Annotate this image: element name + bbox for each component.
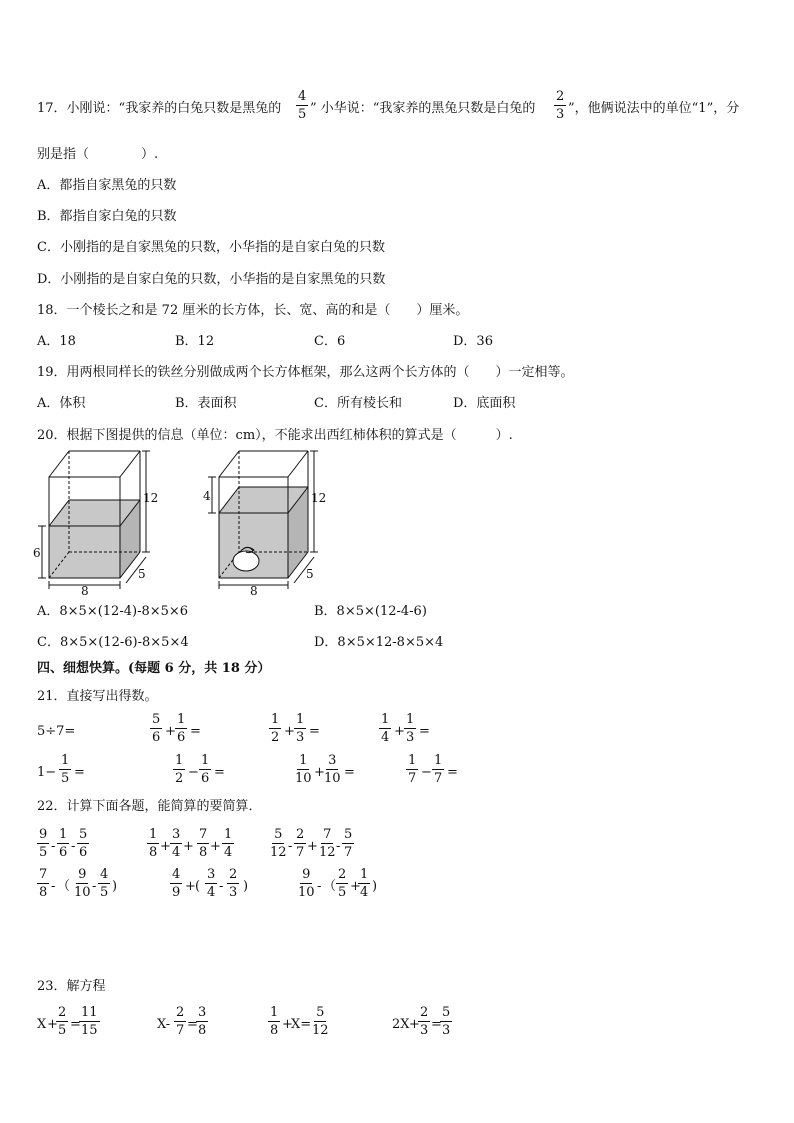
q18-option-d: D．36 (453, 334, 493, 349)
fraction (205, 868, 217, 899)
fig2-length-label: 8 (250, 584, 258, 598)
box-figure-1 (33, 451, 158, 598)
fraction (358, 868, 370, 899)
equation-prefix: X- (157, 1017, 171, 1032)
numerator: 4 (172, 867, 181, 882)
denominator: 6 (59, 845, 68, 860)
left-paren: ( (195, 879, 201, 894)
fraction (294, 828, 306, 859)
numerator: 1 (408, 753, 417, 768)
fraction (37, 828, 49, 859)
fraction (322, 754, 343, 785)
fraction (199, 754, 211, 785)
minus-sign: - (92, 879, 97, 894)
numerator: 1 (296, 712, 305, 727)
fraction (222, 828, 234, 859)
minus-sign: - (219, 879, 224, 894)
fraction (98, 868, 110, 899)
fraction (404, 713, 416, 744)
right-paren: ) (372, 879, 378, 894)
numerator: 2 (556, 89, 565, 104)
minus-sign: - (51, 879, 56, 894)
q17-option-c: C．小刚指的是自家黑兔的只数，小华指的是自家白兔的只数 (37, 240, 385, 255)
denominator: 6 (152, 730, 161, 745)
denominator: 5 (61, 771, 70, 786)
fraction (174, 1006, 186, 1037)
fraction (293, 754, 314, 785)
fig1-height-label: 12 (143, 491, 159, 505)
q17-option-d: D．小刚指的是自家白兔的只数，小华指的是自家黑兔的只数 (37, 272, 386, 287)
minus-sign: − (421, 765, 432, 780)
denominator: 12 (319, 845, 336, 860)
plus-sign: + (160, 839, 171, 854)
q20-option-d: D．8×5×12-8×5×4 (314, 635, 444, 650)
denominator: 5 (100, 885, 109, 900)
denominator: 4 (207, 885, 216, 900)
denominator: 6 (177, 730, 186, 745)
q22-stem: 22．计算下面各题，能简算的要简算． (37, 799, 262, 814)
denominator: 7 (296, 845, 305, 860)
variable-2x: 2X (392, 1017, 410, 1032)
fraction (406, 754, 418, 785)
q19-stem: 19．用两根同样长的铁丝分别做成两个长方体框架，那么这两个长方体的（ ）一定相等。 (37, 365, 574, 380)
denominator: 4 (224, 845, 233, 860)
plus-sign: + (185, 879, 196, 894)
left-paren: （ (323, 879, 337, 894)
denominator: 7 (176, 1023, 185, 1038)
fraction (432, 754, 444, 785)
numerator: 2 (338, 867, 347, 882)
fig1-water-label: 6 (33, 546, 41, 560)
denominator: 3 (442, 1023, 451, 1038)
fraction (296, 868, 317, 899)
numerator: 3 (207, 867, 216, 882)
equals-sign: = (190, 724, 201, 739)
q17-part2: ” 小华说：“我家养的黑兔只数是白兔的 (310, 101, 536, 116)
numerator: 7 (199, 827, 208, 842)
minus-sign: - (71, 839, 76, 854)
fraction (175, 713, 187, 744)
fraction (196, 1006, 208, 1037)
fig1-depth-label: 5 (138, 567, 146, 581)
denominator: 3 (420, 1023, 429, 1038)
plus-sign: + (210, 839, 221, 854)
q20-option-c: C．8×5×(12-6)-8×5×4 (37, 635, 189, 650)
fraction (170, 868, 182, 899)
numerator: 1 (406, 712, 415, 727)
numerator: 9 (78, 867, 87, 882)
equals-sign: = (187, 1017, 198, 1032)
plus-sign: + (284, 724, 295, 739)
q21-stem: 21．直接写出得数。 (37, 689, 158, 704)
variable-x: X (37, 1017, 47, 1032)
numerator: 2 (58, 1005, 67, 1020)
fraction (173, 754, 185, 785)
plus-sign: + (282, 1017, 293, 1032)
plus-sign: + (165, 724, 176, 739)
denominator: 10 (295, 771, 312, 786)
numerator: 2 (229, 867, 238, 882)
numerator: 1 (270, 1005, 279, 1020)
plus-sign: + (350, 879, 361, 894)
denominator: 7 (434, 771, 443, 786)
fraction (268, 828, 289, 859)
denominator: 8 (270, 1023, 279, 1038)
denominator: 4 (381, 730, 390, 745)
fraction (310, 1006, 331, 1037)
denominator: 5 (58, 1023, 67, 1038)
denominator: 8 (149, 845, 158, 860)
fraction (37, 868, 49, 899)
equals-sign: = (309, 724, 320, 739)
denominator: 12 (312, 1023, 329, 1038)
denominator: 8 (39, 885, 48, 900)
minus-sign: − (188, 765, 199, 780)
fig2-top-label: 4 (203, 489, 211, 503)
fraction (147, 828, 159, 859)
q19-option-c: C．所有棱长和 (314, 396, 402, 411)
denominator: 8 (199, 845, 208, 860)
box-figure-2 (203, 451, 326, 598)
q19-option-a: A．体积 (37, 396, 86, 411)
numerator: 5 (152, 712, 161, 727)
denominator: 2 (175, 771, 184, 786)
plus-sign: + (409, 1017, 420, 1032)
denominator: 5 (298, 107, 307, 122)
numerator: 1 (175, 753, 184, 768)
fraction (79, 1006, 100, 1037)
section-4-heading: 四、细想快算。(每题 6 分，共 18 分） (37, 661, 271, 676)
fraction (56, 1006, 68, 1037)
denominator: 7 (408, 771, 417, 786)
fraction (294, 713, 306, 744)
denominator: 3 (296, 730, 305, 745)
plus-sign: + (307, 839, 318, 854)
denominator: 4 (172, 845, 181, 860)
numerator: 2 (176, 1005, 185, 1020)
numerator: 5 (316, 1005, 325, 1020)
minus-sign: - (317, 879, 322, 894)
denominator: 3 (556, 107, 565, 122)
equals-sign: = (74, 765, 85, 780)
fraction (342, 828, 354, 859)
equation-x-equals: X= (291, 1017, 312, 1032)
numerator: 3 (328, 753, 337, 768)
q17-option-a: A．都指自家黑兔的只数 (37, 178, 177, 193)
equals-sign: = (431, 1017, 442, 1032)
denominator: 9 (172, 885, 181, 900)
numerator: 1 (177, 712, 186, 727)
equals-sign: = (447, 765, 458, 780)
fraction (77, 828, 89, 859)
fraction (72, 868, 93, 899)
left-paren: （ (57, 879, 71, 894)
denominator: 10 (324, 771, 341, 786)
plus-sign: + (394, 724, 405, 739)
numerator: 3 (172, 827, 181, 842)
numerator: 5 (274, 827, 283, 842)
q17-option-b: B．都指自家白兔的只数 (37, 209, 177, 224)
fraction (59, 754, 71, 785)
numerator: 1 (201, 753, 210, 768)
q18-stem: 18．一个棱长之和是 72 厘米的长方体，长、宽、高的和是（ ）厘米。 (37, 303, 469, 318)
minus-sign: - (288, 839, 293, 854)
fraction (440, 1006, 452, 1037)
numerator: 1 (381, 712, 390, 727)
fraction (268, 1006, 280, 1037)
plus-sign: + (47, 1017, 58, 1032)
numerator: 2 (296, 827, 305, 842)
denominator: 3 (229, 885, 238, 900)
q18-option-a: A．18 (37, 334, 76, 349)
minus-sign: - (336, 839, 341, 854)
fraction (197, 828, 209, 859)
fraction (57, 828, 69, 859)
numerator: 11 (81, 1005, 98, 1020)
numerator: 1 (299, 753, 308, 768)
numerator: 1 (59, 827, 68, 842)
q19-option-b: B．表面积 (175, 396, 237, 411)
q19-option-d: D．底面积 (453, 396, 516, 411)
numerator: 5 (79, 827, 88, 842)
q21-expr-1: 5÷7= (37, 724, 76, 739)
numerator: 7 (39, 867, 48, 882)
denominator: 4 (360, 885, 369, 900)
equals-sign: = (214, 765, 225, 780)
fraction (379, 713, 391, 744)
numerator: 7 (323, 827, 332, 842)
fraction (317, 827, 341, 860)
numerator: 3 (198, 1005, 207, 1020)
q23-stem: 23．解方程 (37, 979, 106, 994)
plus-sign: + (314, 765, 325, 780)
q21-expr-5-prefix: 1− (37, 765, 57, 780)
fraction (418, 1006, 430, 1037)
q17-part1: 17．小刚说：“我家养的白兔只数是黑兔的 (37, 101, 282, 116)
numerator: 1 (61, 753, 70, 768)
equals-sign: = (344, 765, 355, 780)
q17-line2: 别是指（ ）. (37, 147, 159, 162)
denominator: 7 (344, 845, 353, 860)
fraction (170, 828, 182, 859)
numerator: 9 (302, 867, 311, 882)
fraction (269, 713, 281, 744)
denominator: 5 (39, 845, 48, 860)
q17-part3: ”，他俩说法中的单位“1”，分 (568, 101, 740, 116)
denominator: 3 (406, 730, 415, 745)
denominator: 12 (270, 845, 287, 860)
numerator: 1 (434, 753, 443, 768)
right-paren: ) (112, 879, 118, 894)
denominator: 2 (271, 730, 280, 745)
denominator: 6 (201, 771, 210, 786)
numerator: 1 (224, 827, 233, 842)
denominator: 6 (79, 845, 88, 860)
denominator: 5 (338, 885, 347, 900)
numerator: 5 (442, 1005, 451, 1020)
fig2-height-label: 12 (311, 491, 327, 505)
fraction (336, 868, 348, 899)
numerator: 9 (39, 827, 48, 842)
equals-sign: = (419, 724, 430, 739)
fig1-length-label: 8 (81, 584, 89, 598)
numerator: 1 (149, 827, 158, 842)
q20-stem: 20．根据下图提供的信息（单位：cm），不能求出西红柿体积的算式是（ ）. (37, 428, 513, 443)
right-paren: ) (243, 879, 249, 894)
equals-sign: = (70, 1017, 81, 1032)
q20-option-a: A．8×5×(12-4)-8×5×6 (37, 604, 189, 619)
numerator: 4 (298, 89, 307, 104)
numerator: 1 (271, 712, 280, 727)
numerator: 5 (344, 827, 353, 842)
denominator: 10 (74, 885, 91, 900)
q18-option-c: C．6 (314, 334, 346, 349)
numerator: 1 (360, 867, 369, 882)
denominator: 8 (198, 1023, 207, 1038)
minus-sign: - (51, 839, 56, 854)
plus-sign: + (183, 839, 194, 854)
numerator: 4 (100, 867, 109, 882)
numerator: 2 (420, 1005, 429, 1020)
fraction (227, 868, 239, 899)
q20-option-b: B．8×5×(12-4-6) (314, 604, 427, 619)
fig2-depth-label: 5 (306, 567, 314, 581)
denominator: 15 (81, 1023, 98, 1038)
q18-option-b: B．12 (175, 334, 215, 349)
fraction (150, 713, 162, 744)
denominator: 10 (298, 885, 315, 900)
